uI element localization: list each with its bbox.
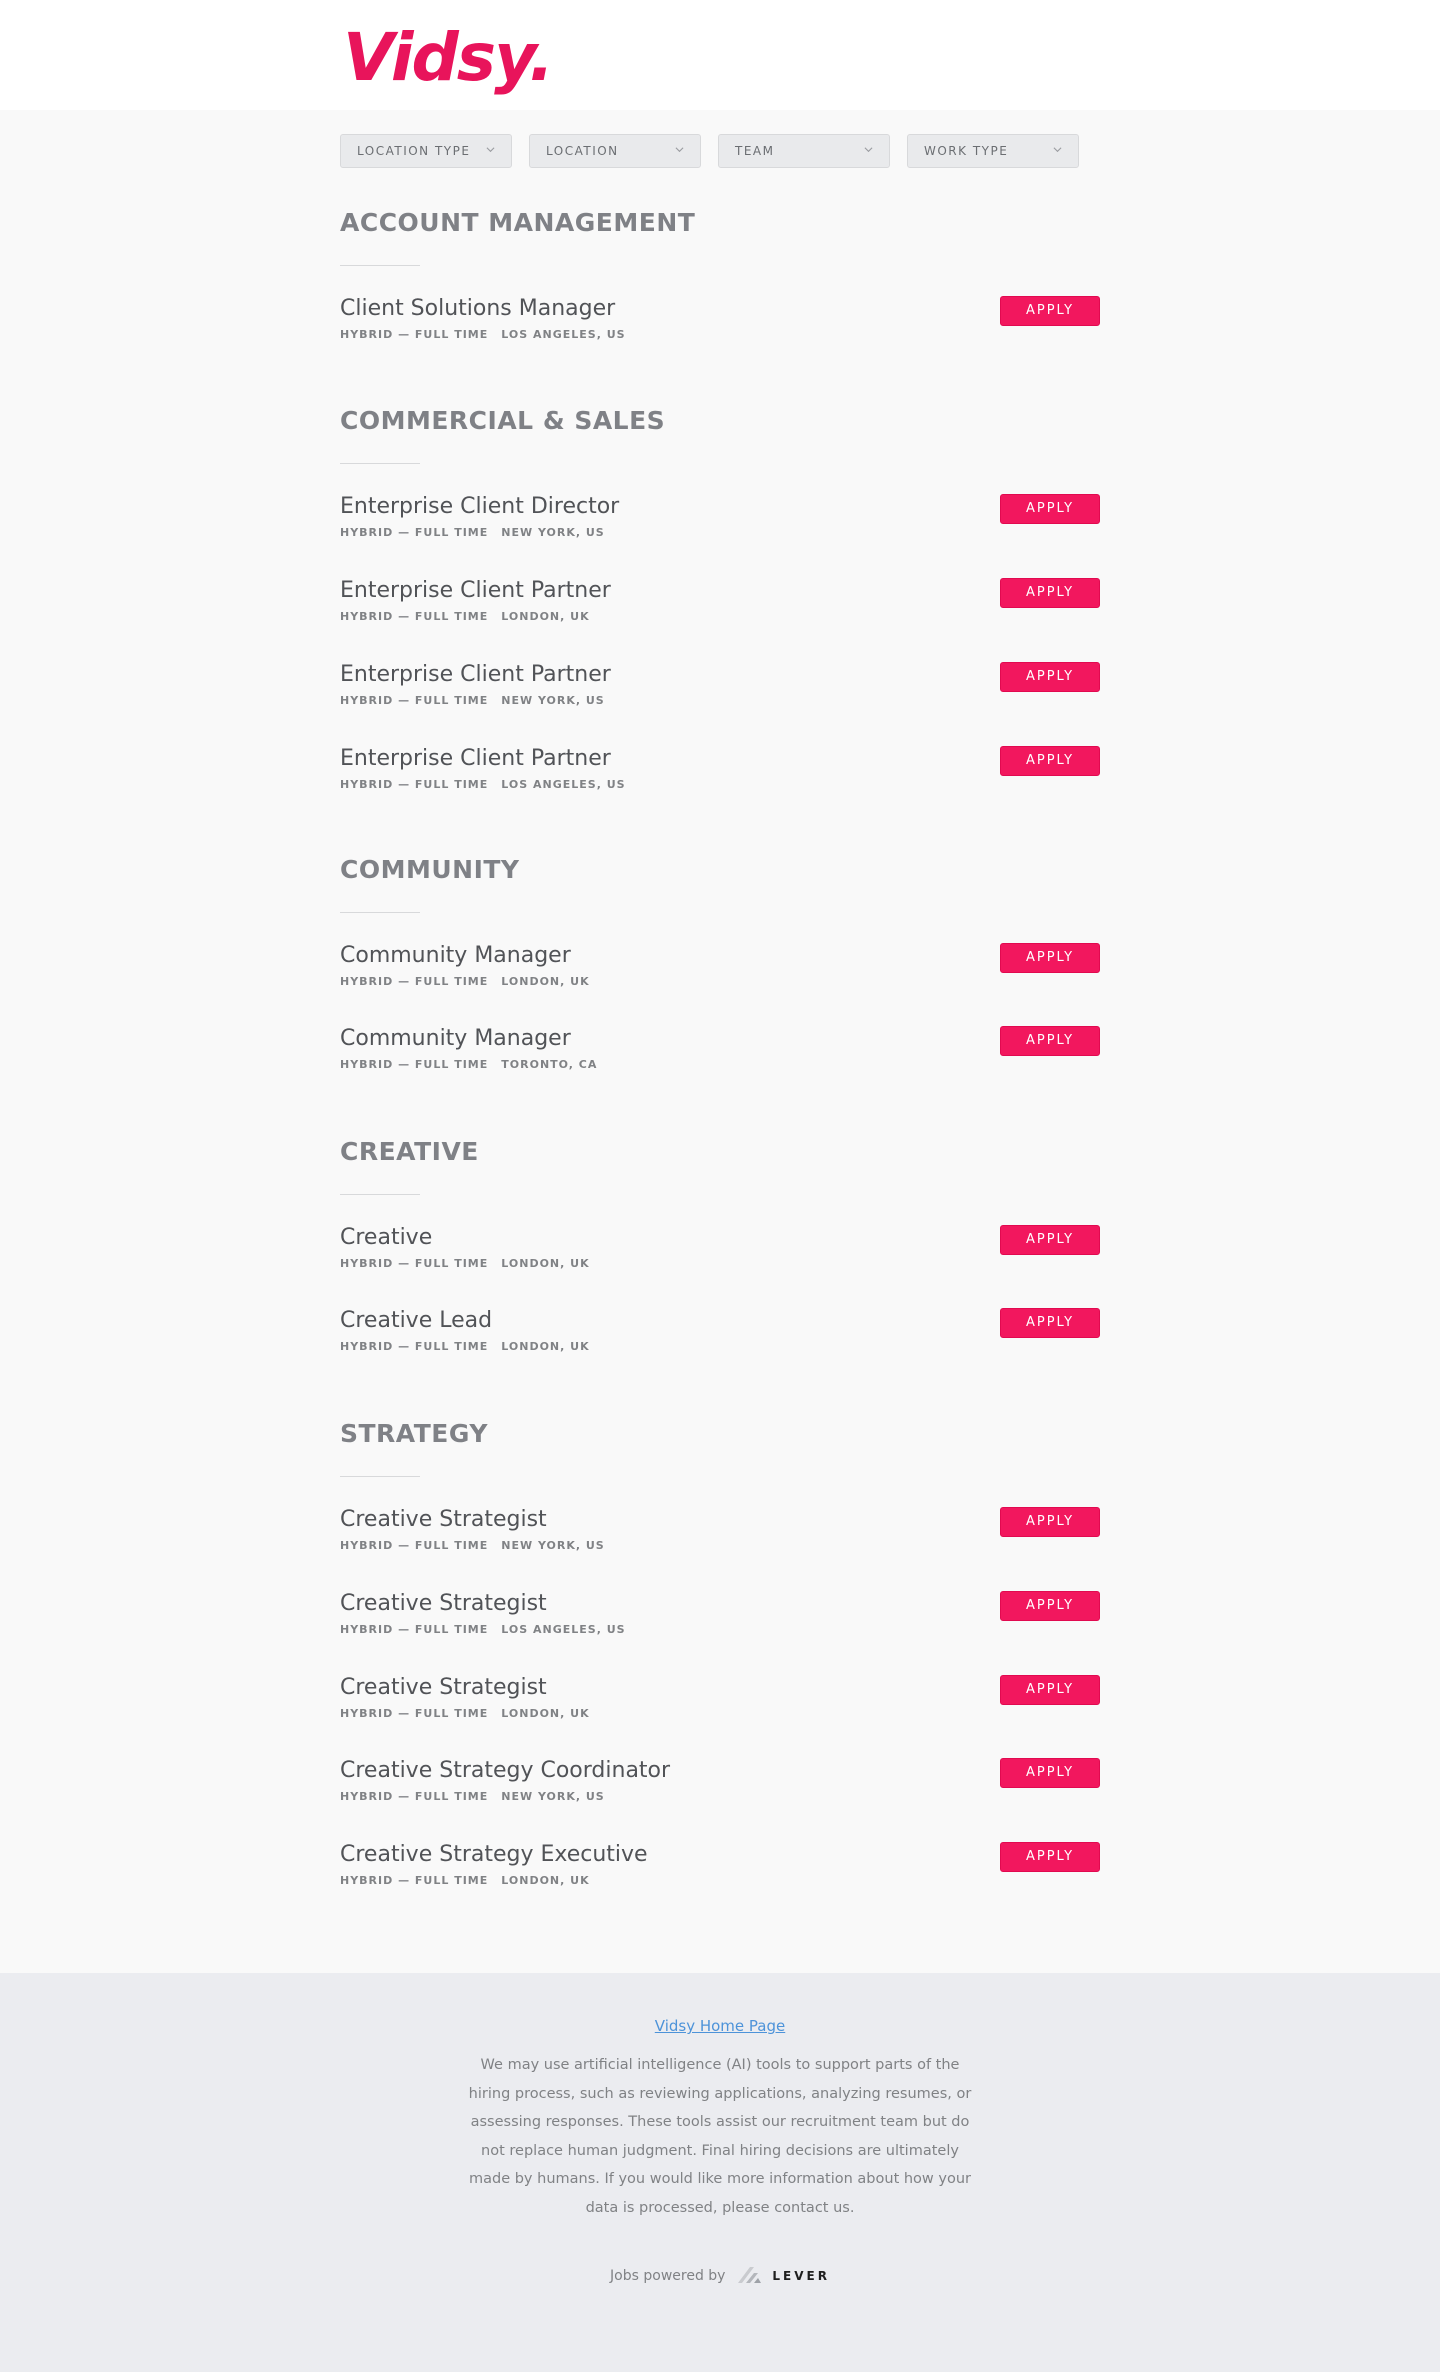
team-title: COMMUNITY	[340, 855, 520, 884]
chevron-down-icon	[1053, 145, 1062, 154]
posting-commitment: HYBRID — FULL TIME	[340, 1790, 489, 1803]
footer-home-link	[0, 2017, 1440, 2035]
apply-button[interactable]: APPLY	[1000, 296, 1100, 326]
logo-dot: .	[529, 19, 553, 96]
apply-button[interactable]: APPLY	[1000, 1026, 1100, 1056]
posting-title[interactable]: Enterprise Client Partner	[340, 662, 611, 687]
team-divider	[340, 463, 420, 464]
vidsy-home-page-link[interactable]: Vidsy Home Page	[654, 2017, 786, 2035]
team-title: CREATIVE	[340, 1137, 479, 1166]
posting-meta	[340, 1539, 605, 1552]
posting-location: LOS ANGELES, US	[501, 328, 626, 341]
team-divider	[340, 912, 420, 913]
posting	[340, 1505, 1100, 1575]
apply-button[interactable]: APPLY	[1000, 1675, 1100, 1705]
posting-commitment: HYBRID — FULL TIME	[340, 1539, 489, 1552]
posting-commitment: HYBRID — FULL TIME	[340, 778, 489, 791]
posting	[340, 1223, 1100, 1293]
posting-commitment: HYBRID — FULL TIME	[340, 1257, 489, 1270]
team-divider	[340, 265, 420, 266]
apply-button[interactable]: APPLY	[1000, 1591, 1100, 1621]
logo-text: Vidsy	[343, 19, 530, 96]
posting-meta	[340, 1058, 597, 1071]
posting-meta	[340, 526, 605, 539]
posting	[340, 1756, 1100, 1826]
team-strategy	[340, 1419, 488, 1477]
posting	[340, 492, 1100, 562]
team-commercial-sales	[340, 406, 665, 464]
filter-location-type[interactable]	[340, 134, 512, 168]
posting-location: NEW YORK, US	[501, 526, 605, 539]
posting-commitment: HYBRID — FULL TIME	[340, 1340, 489, 1353]
team-community	[340, 855, 520, 913]
posting-title[interactable]: Creative Lead	[340, 1308, 493, 1333]
posting-title[interactable]: Community Manager	[340, 943, 571, 968]
lever-wordmark[interactable]: LEVER	[772, 2269, 830, 2283]
filter-work-type[interactable]	[907, 134, 1079, 168]
powered-by	[0, 2265, 1440, 2287]
footer	[0, 1973, 1440, 2372]
posting	[340, 1024, 1100, 1094]
posting	[340, 1589, 1100, 1659]
posting-location: LOS ANGELES, US	[501, 1623, 626, 1636]
apply-button[interactable]: APPLY	[1000, 943, 1100, 973]
team-account-management	[340, 208, 695, 266]
posting-title[interactable]: Creative	[340, 1225, 433, 1250]
posting-location: LONDON, UK	[501, 1257, 590, 1270]
vidsy-logo[interactable]	[343, 16, 552, 100]
apply-button[interactable]: APPLY	[1000, 662, 1100, 692]
posting-meta	[340, 975, 590, 988]
posting-meta	[340, 1623, 626, 1636]
team-title: STRATEGY	[340, 1419, 488, 1448]
posting-title[interactable]: Creative Strategist	[340, 1507, 547, 1532]
posting-commitment: HYBRID — FULL TIME	[340, 1623, 489, 1636]
posting	[340, 660, 1100, 730]
apply-button[interactable]: APPLY	[1000, 1507, 1100, 1537]
posting-title[interactable]: Community Manager	[340, 1026, 571, 1051]
filter-label: LOCATION TYPE	[357, 144, 471, 158]
posting	[340, 576, 1100, 646]
posting-location: NEW YORK, US	[501, 1539, 605, 1552]
header	[0, 0, 1440, 110]
filter-team[interactable]	[718, 134, 890, 168]
apply-button[interactable]: APPLY	[1000, 1308, 1100, 1338]
posting-title[interactable]: Creative Strategy Coordinator	[340, 1758, 671, 1783]
chevron-down-icon	[675, 145, 684, 154]
apply-button[interactable]: APPLY	[1000, 1225, 1100, 1255]
apply-button[interactable]: APPLY	[1000, 746, 1100, 776]
posting	[340, 941, 1100, 1011]
posting-commitment: HYBRID — FULL TIME	[340, 694, 489, 707]
posting	[340, 1840, 1100, 1910]
posting-title[interactable]: Client Solutions Manager	[340, 296, 616, 321]
posting-location: LONDON, UK	[501, 610, 590, 623]
posting-meta	[340, 1707, 590, 1720]
posting-location: LONDON, UK	[501, 1874, 590, 1887]
filter-label: TEAM	[735, 144, 775, 158]
chevron-down-icon	[864, 145, 873, 154]
posting-title[interactable]: Enterprise Client Partner	[340, 746, 611, 771]
posting	[340, 1306, 1100, 1376]
posting-location: NEW YORK, US	[501, 1790, 605, 1803]
posting-location: LONDON, UK	[501, 1340, 590, 1353]
posting-meta	[340, 1340, 590, 1353]
posting-commitment: HYBRID — FULL TIME	[340, 328, 489, 341]
posting	[340, 744, 1100, 814]
posting-meta	[340, 778, 626, 791]
ai-notice-text: We may use artificial intelligence (AI) tools to support parts of the hiring process, such as reviewing applications, analyzing resumes, or assessing responses. These tools assist our recruitment team but do not replace human judgment. Final hiring decisions are ultimately made by humans. If you would like more information about how your data is processed, please contact us.	[468, 2057, 972, 2216]
apply-button[interactable]: APPLY	[1000, 578, 1100, 608]
filter-location[interactable]	[529, 134, 701, 168]
filter-bar	[340, 134, 1100, 168]
filter-label: LOCATION	[546, 144, 619, 158]
posting-location: TORONTO, CA	[501, 1058, 598, 1071]
posting-commitment: HYBRID — FULL TIME	[340, 1707, 489, 1720]
posting-commitment: HYBRID — FULL TIME	[340, 610, 489, 623]
posting	[340, 1673, 1100, 1743]
posting-commitment: HYBRID — FULL TIME	[340, 1874, 489, 1887]
posting-title[interactable]: Creative Strategist	[340, 1675, 547, 1700]
posting-title[interactable]: Creative Strategy Executive	[340, 1842, 648, 1867]
posting-location: LONDON, UK	[501, 975, 590, 988]
filter-label: WORK TYPE	[924, 144, 1009, 158]
posting-location: NEW YORK, US	[501, 694, 605, 707]
posting-title[interactable]: Enterprise Client Partner	[340, 578, 611, 603]
powered-by-text: Jobs powered by	[610, 2268, 726, 2284]
chevron-down-icon	[486, 145, 495, 154]
posting-meta	[340, 1790, 605, 1803]
posting-meta	[340, 694, 605, 707]
posting-commitment: HYBRID — FULL TIME	[340, 526, 489, 539]
posting-title[interactable]: Enterprise Client Director	[340, 494, 620, 519]
posting-meta	[340, 1874, 590, 1887]
posting-location: LOS ANGELES, US	[501, 778, 626, 791]
posting-meta	[340, 328, 626, 341]
team-creative	[340, 1137, 479, 1195]
apply-button[interactable]: APPLY	[1000, 1758, 1100, 1788]
apply-button[interactable]: APPLY	[1000, 1842, 1100, 1872]
team-divider	[340, 1194, 420, 1195]
team-divider	[340, 1476, 420, 1477]
posting-commitment: HYBRID — FULL TIME	[340, 975, 489, 988]
apply-button[interactable]: APPLY	[1000, 494, 1100, 524]
posting-meta	[340, 610, 590, 623]
posting	[340, 294, 1100, 364]
posting-title[interactable]: Creative Strategist	[340, 1591, 547, 1616]
posting-location: LONDON, UK	[501, 1707, 590, 1720]
team-title: ACCOUNT MANAGEMENT	[340, 208, 696, 237]
team-title: COMMERCIAL & SALES	[340, 406, 666, 435]
lever-logo-icon	[736, 2263, 762, 2285]
posting-commitment: HYBRID — FULL TIME	[340, 1058, 489, 1071]
posting-meta	[340, 1257, 590, 1270]
